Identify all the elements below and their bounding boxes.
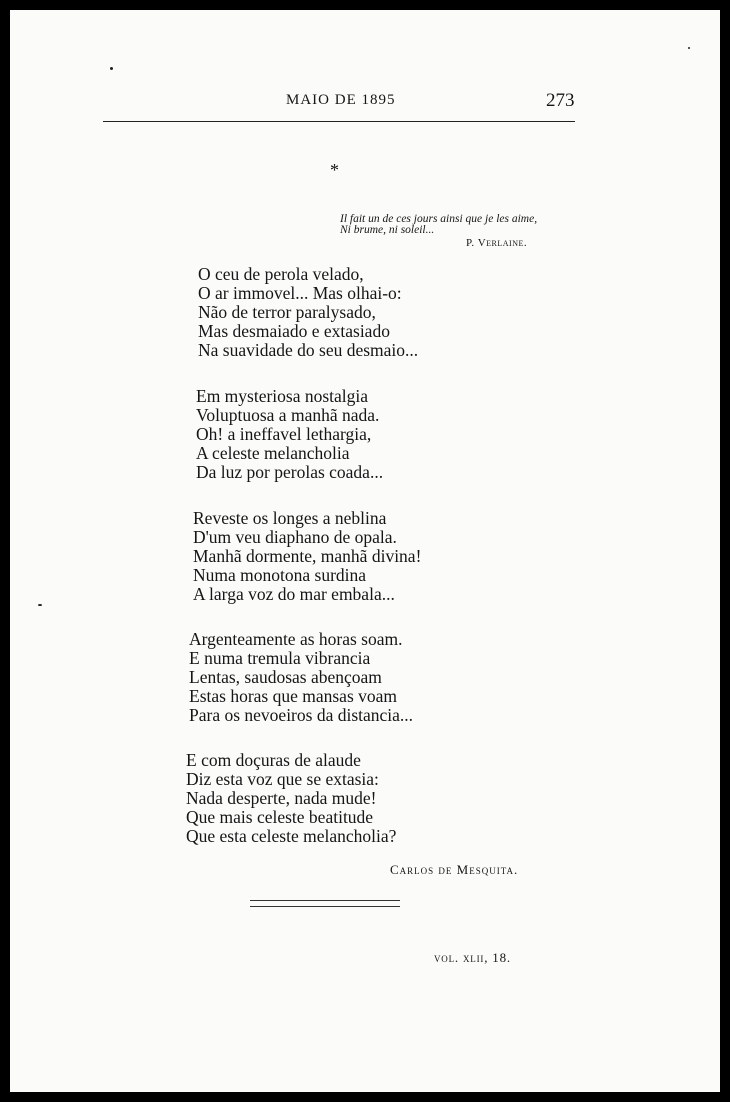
closing-rule-top bbox=[250, 900, 400, 901]
running-head bbox=[10, 90, 720, 120]
stanza-4 bbox=[189, 630, 549, 725]
book-page bbox=[10, 10, 720, 1092]
epigraph-line: Ni brume, ni soleil... bbox=[340, 224, 435, 236]
verse-line: Mas desmaiado e extasiado bbox=[198, 321, 390, 341]
epigraph bbox=[340, 214, 585, 236]
page-number: 273 bbox=[546, 90, 575, 111]
print-speck bbox=[110, 67, 113, 70]
closing-rule-bottom bbox=[250, 906, 400, 907]
verse-line: Que mais celeste beatitude bbox=[186, 807, 374, 827]
verse-line: Numa monotona surdina bbox=[193, 565, 367, 585]
verse-line: Voluptuosa a manhã nada. bbox=[196, 405, 380, 425]
stanza-2 bbox=[196, 387, 556, 482]
verse-line: Nada desperte, nada mude! bbox=[186, 788, 377, 808]
verse-line: O ceu de perola velado, bbox=[198, 264, 364, 284]
verse-line: Na suavidade do seu desmaio... bbox=[198, 340, 419, 360]
stanza-1 bbox=[198, 265, 558, 360]
verse-line: Não de terror paralysado, bbox=[198, 302, 376, 322]
print-speck bbox=[38, 604, 42, 606]
volume-signature: vol. xlii, 18. bbox=[434, 950, 511, 965]
print-speck bbox=[688, 47, 690, 49]
verse-line: Manhã dormente, manhã divina! bbox=[193, 546, 422, 566]
verse-line: Para os nevoeiros da distancia... bbox=[189, 705, 414, 725]
poem-author: Carlos de Mesquita. bbox=[390, 862, 519, 877]
verse-line: Em mysteriosa nostalgia bbox=[196, 386, 369, 406]
running-title: MAIO DE 1895 bbox=[286, 92, 396, 108]
verse-line: Oh! a ineffavel lethargia, bbox=[196, 424, 372, 444]
verse-line: E numa tremula vibrancia bbox=[189, 648, 371, 668]
verse-line: Lentas, saudosas abençoam bbox=[189, 667, 382, 687]
verse-line: Que esta celeste melancholia? bbox=[186, 826, 397, 846]
verse-line: A celeste melancholia bbox=[196, 443, 350, 463]
stanza-3 bbox=[193, 509, 553, 604]
verse-line: Diz esta voz que se extasia: bbox=[186, 769, 379, 789]
stanza-5 bbox=[186, 751, 546, 846]
verse-line: D'um veu diaphano de opala. bbox=[193, 527, 397, 547]
header-rule bbox=[103, 121, 575, 122]
verse-line: A larga voz do mar embala... bbox=[193, 584, 395, 604]
epigraph-line: Il fait un de ces jours ainsi que je les aime, bbox=[340, 213, 538, 225]
verse-line: Da luz por perolas coada... bbox=[196, 462, 384, 482]
verse-line: Reveste os longes a neblina bbox=[193, 508, 387, 528]
verse-line: Argenteamente as horas soam. bbox=[189, 629, 403, 649]
verse-line: Estas horas que mansas voam bbox=[189, 686, 398, 706]
section-asterisk: * bbox=[330, 160, 339, 180]
verse-line: E com doçuras de alaude bbox=[186, 750, 361, 770]
verse-line: O ar immovel... Mas olhai-o: bbox=[198, 283, 402, 303]
epigraph-attribution: P. Verlaine. bbox=[466, 237, 528, 249]
